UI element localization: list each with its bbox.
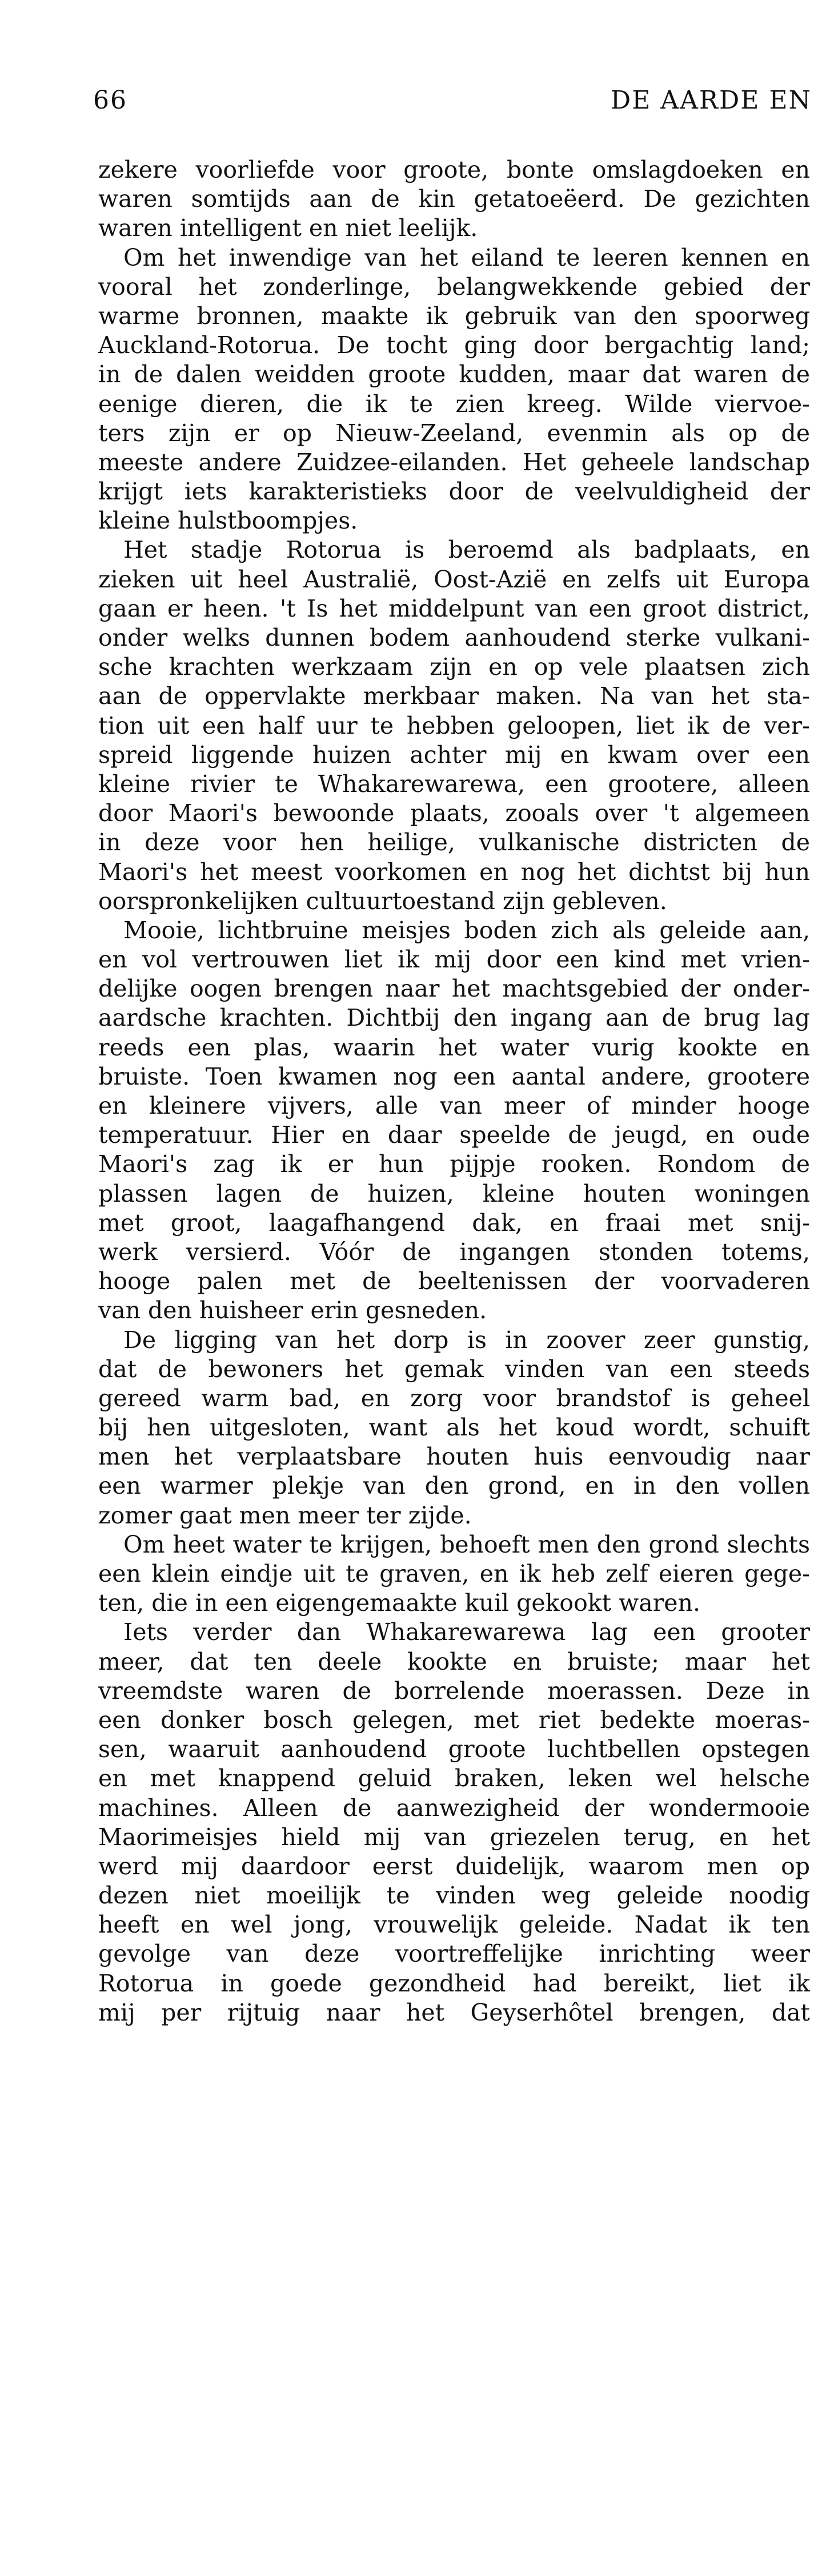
text-line: gevolge van deze voortreffelijke inrichting weer	[98, 1940, 810, 1968]
text-line: in deze voor hen heilige, vulkanische districten de	[98, 829, 810, 857]
text-line: hooge palen met de beeltenissen der voorvaderen	[98, 1267, 810, 1295]
paragraph	[98, 243, 810, 536]
text-line: mij per rijtuig naar het Geyserhôtel brengen, dat	[98, 1998, 810, 2026]
text-line: zomer gaat men meer ter zijde.	[98, 1501, 472, 1529]
text-line: meeste andere Zuidzee-eilanden. Het geheele landschap	[98, 448, 810, 476]
text-line: onder welks dunnen bodem aanhoudend sterke vulkani-	[98, 624, 810, 651]
text-line: een warmer plekje van den grond, en in den vollen	[98, 1472, 810, 1500]
text-line: Rotorua in goede gezondheid had bereikt, liet ik	[98, 1969, 810, 1997]
text-line: dat de bewoners het gemak vinden van een steeds	[98, 1355, 810, 1383]
text-line: Het stadje Rotorua is beroemd als badplaats, en	[123, 536, 810, 564]
text-line: werk versierd. Vóór de ingangen stonden totems,	[98, 1238, 810, 1266]
text-line: bruiste. Toen kwamen nog een aantal andere, grootere	[98, 1062, 810, 1090]
text-line: warme bronnen, maakte ik gebruik van den spoorweg	[98, 302, 810, 330]
text-line: een donker bosch gelegen, met riet bedekte moeras-	[98, 1706, 810, 1734]
paragraph	[98, 1326, 810, 1530]
text-line: sen, waaruit aanhoudend groote luchtbellen opstegen	[98, 1735, 810, 1763]
body-text	[98, 155, 810, 2027]
text-line: Maori's het meest voorkomen en nog het dichtst bij hun	[98, 858, 810, 886]
text-line: een klein eindje uit te graven, en ik heb zelf eieren gege-	[98, 1560, 810, 1587]
text-line: kleine hulstboompjes.	[98, 507, 358, 535]
text-line: en kleinere vijvers, alle van meer of minder hooge	[98, 1092, 810, 1119]
text-line: Maorimeisjes hield mij van griezelen terug, en het	[98, 1823, 810, 1851]
text-line: zekere voorliefde voor groote, bonte omslagdoeken en	[98, 156, 810, 183]
text-line: ters zijn er op Nieuw-Zeeland, evenmin als op de	[98, 419, 810, 447]
text-line: kleine rivier te Whakarewarewa, een grootere, alleen	[98, 770, 810, 798]
text-line: gereed warm bad, en zorg voor brandstof is geheel	[98, 1384, 810, 1412]
text-line: en vol vertrouwen liet ik mij door een kind met vrien-	[98, 946, 810, 974]
text-line: meer, dat ten deele kookte en bruiste; maar het	[98, 1647, 810, 1675]
text-line: temperatuur. Hier en daar speelde de jeugd, en oude	[98, 1121, 810, 1149]
text-line: Maori's zag ik er hun pijpje rooken. Rondom de	[98, 1150, 810, 1178]
text-line: aardsche krachten. Dichtbij den ingang aan de brug lag	[98, 1004, 810, 1032]
text-line: van den huisheer erin gesneden.	[98, 1297, 487, 1325]
text-line: krijgt iets karakteristieks door de veelvuldigheid der	[98, 478, 810, 506]
text-line: spreid liggende huizen achter mij en kwam over een	[98, 741, 810, 769]
text-line: bij hen uitgesloten, want als het koud wordt, schuift	[98, 1414, 810, 1442]
text-line: De ligging van het dorp is in zoover zeer gunstig,	[123, 1326, 810, 1354]
text-line: men het verplaatsbare houten huis eenvoudig naar	[98, 1443, 810, 1471]
text-line: machines. Alleen de aanwezigheid der wondermooie	[98, 1794, 810, 1822]
running-head: DE AARDE EN	[610, 86, 812, 115]
paragraph	[98, 1618, 810, 2027]
page-header	[93, 86, 812, 126]
page-number: 66	[93, 86, 127, 115]
text-line: Om het inwendige van het eiland te leeren kennen en	[123, 243, 810, 271]
text-line: zieken uit heel Australië, Oost-Azië en zelfs uit Europa	[98, 565, 810, 593]
text-line: ten, die in een eigengemaakte kuil gekookt waren.	[98, 1589, 700, 1617]
text-line: en met knappend geluid braken, leken wel helsche	[98, 1765, 810, 1793]
text-line: Om heet water te krijgen, behoeft men den grond slechts	[123, 1530, 810, 1558]
text-line: waren intelligent en niet leelijk.	[98, 214, 478, 242]
text-line: sche krachten werkzaam zijn en op vele plaatsen zich	[98, 653, 810, 681]
text-line: dezen niet moeilijk te vinden weg geleide noodig	[98, 1882, 810, 1910]
text-line: Auckland-Rotorua. De tocht ging door bergachtig land;	[98, 331, 810, 359]
text-line: door Maori's bewoonde plaats, zooals over 't algemeen	[98, 799, 810, 827]
text-line: Iets verder dan Whakarewarewa lag een grooter	[123, 1618, 810, 1646]
text-line: vreemdste waren de borrelende moerassen. Deze in	[98, 1677, 810, 1705]
text-line: aan de oppervlakte merkbaar maken. Na van het sta-	[98, 682, 810, 710]
paragraph	[98, 155, 810, 243]
text-line: Mooie, lichtbruine meisjes boden zich als geleide aan,	[123, 916, 810, 944]
paragraph	[98, 535, 810, 915]
text-line: gaan er heen. 't Is het middelpunt van een groot district,	[98, 594, 810, 622]
text-line: in de dalen weidden groote kudden, maar dat waren de	[98, 361, 810, 389]
text-line: werd mij daardoor eerst duidelijk, waarom men op	[98, 1852, 810, 1880]
text-line: oorspronkelijken cultuurtoestand zijn gebleven.	[98, 887, 667, 915]
text-line: vooral het zonderlinge, belangwekkende gebied der	[98, 273, 810, 301]
paragraph	[98, 1530, 810, 1618]
text-line: eenige dieren, die ik te zien kreeg. Wilde viervoe-	[98, 390, 810, 418]
text-line: reeds een plas, waarin het water vurig kookte en	[98, 1033, 810, 1061]
text-line: plassen lagen de huizen, kleine houten woningen	[98, 1179, 810, 1207]
text-line: delijke oogen brengen naar het machtsgebied der onder-	[98, 975, 810, 1003]
text-line: met groot, laagafhangend dak, en fraai met snij-	[98, 1209, 810, 1237]
text-line: tion uit een half uur te hebben geloopen, liet ik de ver-	[98, 711, 810, 739]
paragraph	[98, 916, 810, 1326]
text-line: waren somtijds aan de kin getatoeëerd. De gezichten	[98, 185, 810, 213]
text-line: heeft en wel jong, vrouwelijk geleide. Nadat ik ten	[98, 1911, 810, 1939]
